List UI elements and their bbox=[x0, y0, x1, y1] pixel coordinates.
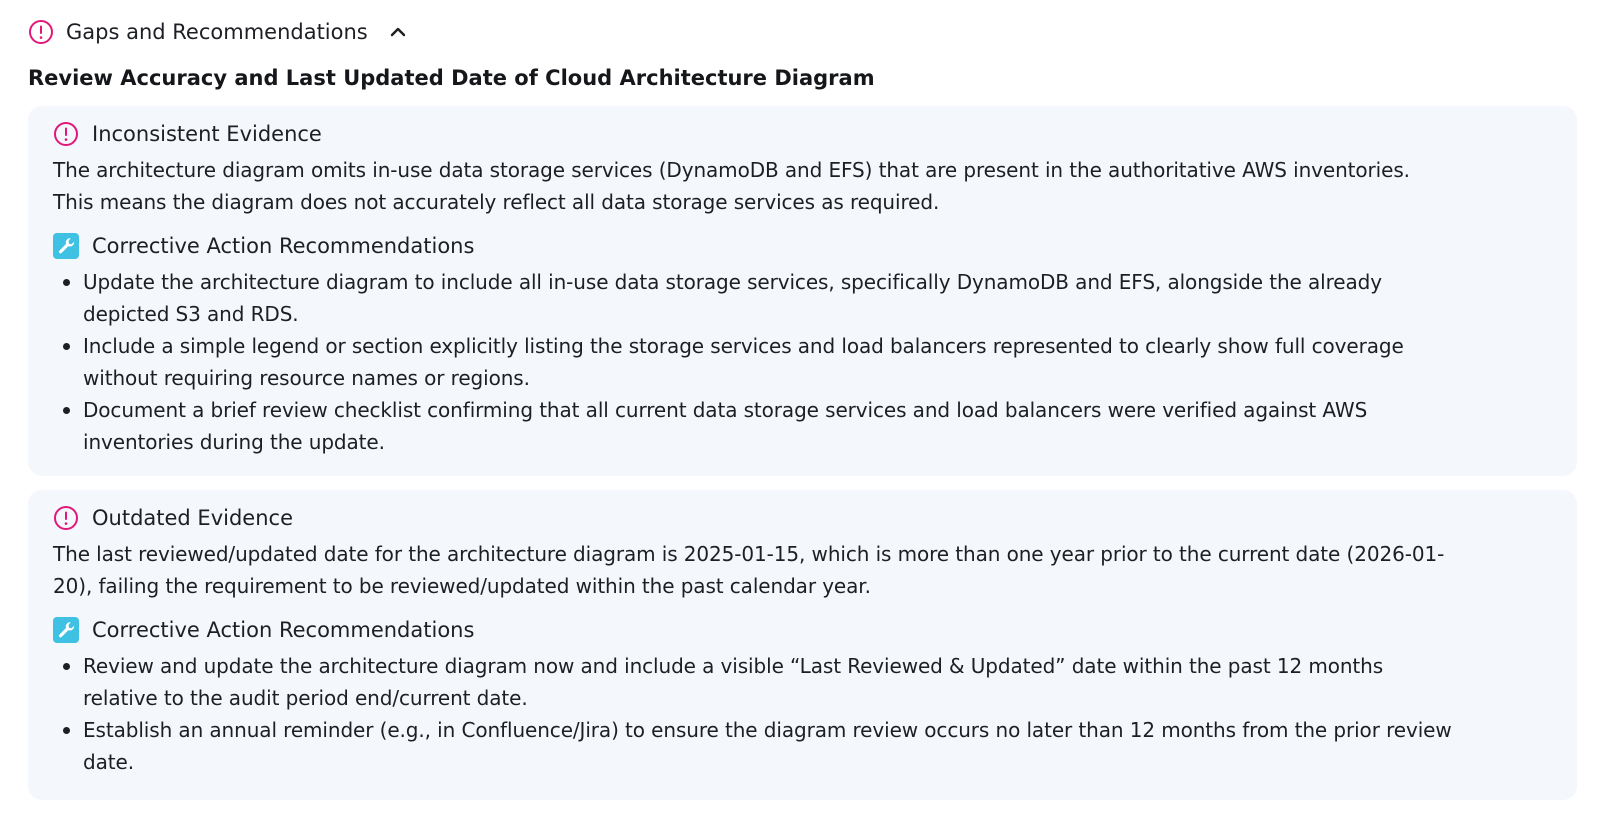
list-item-line: Review and update the architecture diagram now and include a visible “Last Reviewed & Updated” date within the past 12 months bbox=[83, 654, 1384, 678]
recommendations-heading-label: Corrective Action Recommendations bbox=[92, 234, 475, 258]
list-item bbox=[53, 394, 1553, 458]
list-item bbox=[53, 714, 1553, 778]
alert-circle-icon bbox=[53, 505, 79, 531]
evidence-card-inconsistent bbox=[28, 106, 1577, 476]
list-item-line: Document a brief review checklist confirming that all current data storage services and load balancers were verified against AWS bbox=[83, 398, 1368, 422]
paragraph-line: The architecture diagram omits in-use data storage services (DynamoDB and EFS) that are present in the authoritative AWS inventories. bbox=[53, 158, 1410, 182]
list-item-line: without requiring resource names or regions. bbox=[83, 366, 530, 390]
list-item-line: date. bbox=[83, 750, 134, 774]
card-heading bbox=[53, 118, 1553, 150]
list-item-line: depicted S3 and RDS. bbox=[83, 302, 299, 326]
list-item-line: inventories during the update. bbox=[83, 430, 385, 454]
wrench-icon bbox=[53, 233, 79, 259]
card-heading-label: Inconsistent Evidence bbox=[92, 122, 322, 146]
card-heading bbox=[53, 502, 1553, 534]
card-description bbox=[53, 538, 1553, 602]
alert-circle-icon bbox=[53, 121, 79, 147]
list-item bbox=[53, 650, 1553, 714]
section-title: Review Accuracy and Last Updated Date of Cloud Architecture Diagram bbox=[28, 66, 875, 90]
gaps-section-toggle[interactable] bbox=[28, 14, 1577, 50]
recommendations-heading-label: Corrective Action Recommendations bbox=[92, 618, 475, 642]
list-item-line: Update the architecture diagram to include all in-use data storage services, specifically DynamoDB and EFS, alongside the already bbox=[83, 270, 1382, 294]
list-item bbox=[53, 330, 1553, 394]
paragraph-line: This means the diagram does not accurately reflect all data storage services as required. bbox=[53, 190, 940, 214]
card-heading-label: Outdated Evidence bbox=[92, 506, 293, 530]
wrench-icon bbox=[53, 617, 79, 643]
paragraph-line: 20), failing the requirement to be reviewed/updated within the past calendar year. bbox=[53, 574, 871, 598]
recommendations-list bbox=[53, 266, 1553, 458]
recommendations-heading bbox=[53, 230, 1553, 262]
evidence-card-outdated bbox=[28, 490, 1577, 800]
recommendations-list bbox=[53, 650, 1553, 778]
paragraph-line: The last reviewed/updated date for the architecture diagram is 2025-01-15, which is more than one year prior to the current date (2026-01- bbox=[53, 542, 1445, 566]
chevron-up-icon[interactable] bbox=[388, 22, 408, 42]
list-item-line: Establish an annual reminder (e.g., in Confluence/Jira) to ensure the diagram review occurs no later than 12 months from the prior review bbox=[83, 718, 1452, 742]
card-description bbox=[53, 154, 1553, 218]
list-item-line: relative to the audit period end/current date. bbox=[83, 686, 528, 710]
recommendations-heading bbox=[53, 614, 1553, 646]
gaps-section-label: Gaps and Recommendations bbox=[66, 20, 368, 44]
alert-circle-icon bbox=[28, 19, 54, 45]
list-item bbox=[53, 266, 1553, 330]
list-item-line: Include a simple legend or section explicitly listing the storage services and load balancers represented to clearly show full coverage bbox=[83, 334, 1404, 358]
